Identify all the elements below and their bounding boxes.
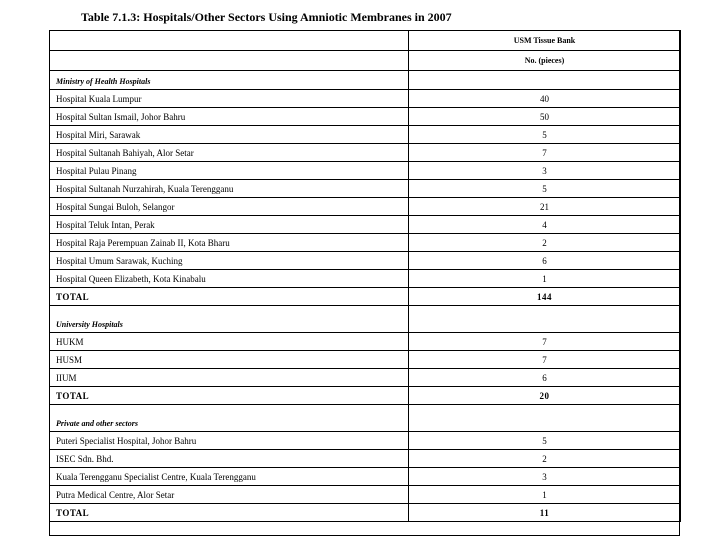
row-value: 1 [409,486,681,504]
row-name: Hospital Sungai Buloh, Selangor [50,198,409,216]
row-value: 40 [409,90,681,108]
row-name: Hospital Sultanah Nurzahirah, Kuala Terengganu [50,180,409,198]
row-name: HUKM [50,333,409,351]
section-heading-row [50,306,681,333]
section-heading: University Hospitals [50,306,409,333]
total-label: TOTAL [50,504,409,522]
total-label: TOTAL [50,387,409,405]
section-heading-row [50,405,681,432]
table-row [50,432,681,450]
value-cell [409,405,681,432]
table-title: Table 7.1.3: Hospitals/Other Sectors Using Amniotic Membranes in 2007 [81,10,452,24]
hospital-usage-table [49,30,681,522]
column-unit-header: No. (pieces) [409,51,681,71]
section-heading: Private and other sectors [50,405,409,432]
table-row [50,234,681,252]
row-name: Hospital Pulau Pinang [50,162,409,180]
row-name: Hospital Raja Perempuan Zainab II, Kota Bharu [50,234,409,252]
total-row [50,504,681,522]
row-name: Hospital Teluk Intan, Perak [50,216,409,234]
table-row [50,90,681,108]
row-value: 5 [409,126,681,144]
row-name: Hospital Umum Sarawak, Kuching [50,252,409,270]
row-value: 5 [409,432,681,450]
total-value: 144 [409,288,681,306]
row-value: 21 [409,198,681,216]
header-empty-cell [50,31,409,51]
row-value: 7 [409,351,681,369]
total-row [50,387,681,405]
table-row [50,198,681,216]
total-label: TOTAL [50,288,409,306]
row-name: ISEC Sdn. Bhd. [50,450,409,468]
table-row [50,162,681,180]
value-cell [409,306,681,333]
total-value: 11 [409,504,681,522]
row-name: Kuala Terengganu Specialist Centre, Kuala Terengganu [50,468,409,486]
table-row [50,369,681,387]
row-value: 2 [409,450,681,468]
row-value: 5 [409,180,681,198]
row-value: 7 [409,144,681,162]
table-row [50,486,681,504]
row-value: 6 [409,369,681,387]
table-row [50,180,681,198]
table-row [50,126,681,144]
row-value: 4 [409,216,681,234]
header-row-group [50,31,681,51]
row-value: 50 [409,108,681,126]
total-row [50,288,681,306]
value-cell [409,71,681,90]
header-empty-cell [50,51,409,71]
row-value: 3 [409,468,681,486]
row-value: 6 [409,252,681,270]
row-value: 3 [409,162,681,180]
header-row-unit [50,51,681,71]
column-group-header: USM Tissue Bank [409,31,681,51]
table-row [50,108,681,126]
row-name: Hospital Queen Elizabeth, Kota Kinabalu [50,270,409,288]
table-row [50,270,681,288]
table-row [50,144,681,162]
table-row [50,333,681,351]
row-name: HUSM [50,351,409,369]
section-heading: Ministry of Health Hospitals [50,71,409,90]
row-value: 7 [409,333,681,351]
row-name: Puteri Specialist Hospital, Johor Bahru [50,432,409,450]
row-value: 2 [409,234,681,252]
table-row [50,216,681,234]
row-name: IIUM [50,369,409,387]
table-row [50,351,681,369]
row-name: Hospital Miri, Sarawak [50,126,409,144]
total-value: 20 [409,387,681,405]
row-name: Putra Medical Centre, Alor Setar [50,486,409,504]
table-row [50,252,681,270]
table-row [50,450,681,468]
row-name: Hospital Kuala Lumpur [50,90,409,108]
row-value: 1 [409,270,681,288]
table-row [50,468,681,486]
section-heading-row [50,71,681,90]
row-name: Hospital Sultanah Bahiyah, Alor Setar [50,144,409,162]
row-name: Hospital Sultan Ismail, Johor Bahru [50,108,409,126]
